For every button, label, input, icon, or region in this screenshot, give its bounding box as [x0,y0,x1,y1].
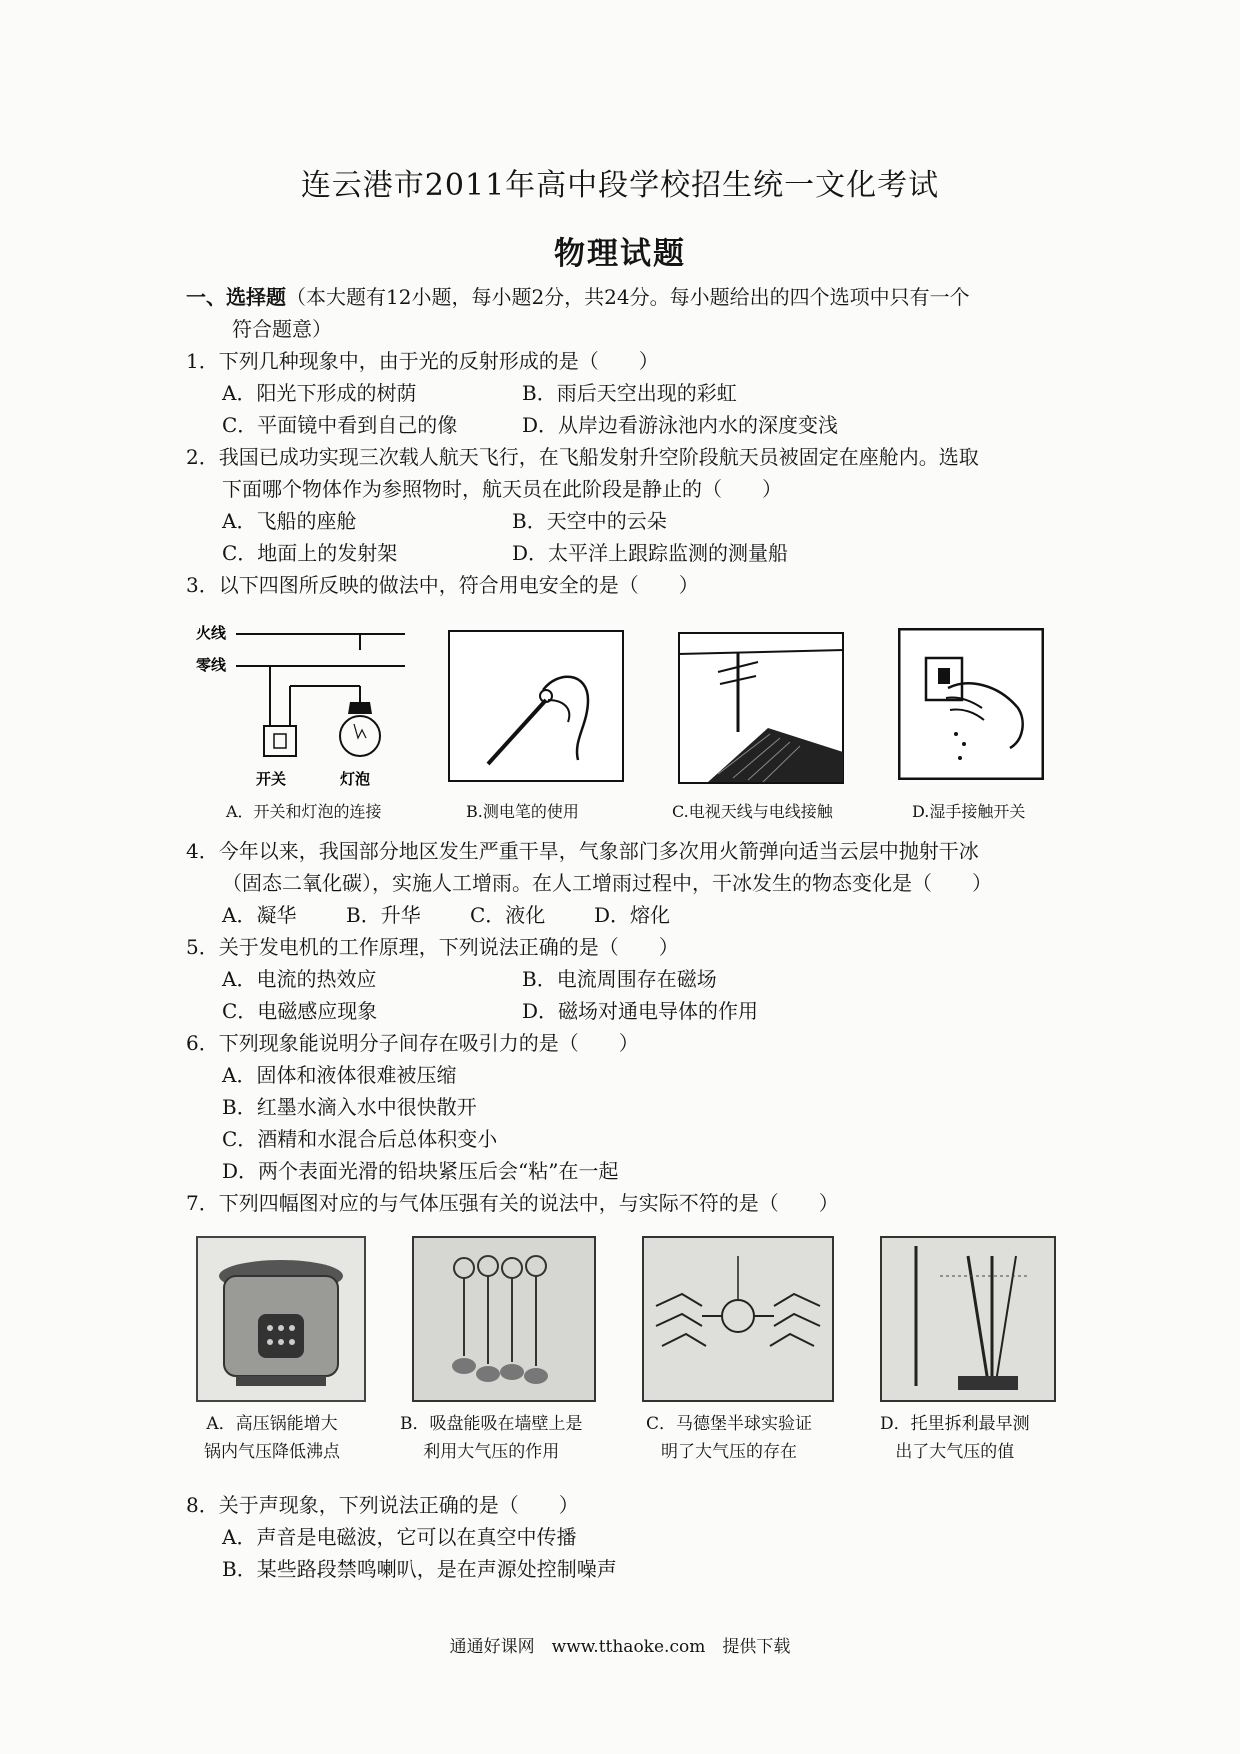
q4-option-d: D．熔化 [594,903,671,927]
bulb-socket-icon [348,702,372,714]
q5-option-d: D．磁场对通电导体的作用 [522,999,759,1023]
q7-figure-c-magdeburg [642,1236,834,1402]
live-wire-label: 火线 [196,624,227,642]
q3-figure-b-test-pen [448,630,624,782]
q6-option-a: A．固体和液体很难被压缩 [222,1063,457,1087]
q7-caption-b-line2: 利用大气压的作用 [423,1442,560,1462]
mercury-dish-icon [958,1376,1018,1390]
q7-caption-d [880,1410,1030,1466]
q2-option-c: C．地面上的发射架 [222,541,398,565]
q7-caption-c-line1: C．马德堡半球实验证 [646,1414,813,1434]
q8-option-a: A．声音是电磁波，它可以在真空中传播 [222,1525,577,1549]
section-label: 一、选择题 [186,285,286,309]
q7-caption-b-line1: B．吸盘能吸在墙壁上是 [400,1414,583,1434]
q3-stem: 3．以下四图所反映的做法中，符合用电安全的是（ ） [186,573,699,597]
q4-option-b: B．升华 [346,903,421,927]
q2-stem: 2．我国已成功实现三次载人航天飞行，在飞船发射升空阶段航天员被固定在座舱内。选取 [186,445,979,469]
q1-option-c: C．平面镜中看到自己的像 [222,413,458,437]
q8-option-b: B．某些路段禁鸣喇叭，是在声源处控制噪声 [222,1557,617,1581]
bulb-icon [340,716,380,756]
q3-figure-c-antenna [678,632,844,784]
bulb-label: 灯泡 [340,770,371,788]
q7-caption-d-line1: D．托里拆利最早测 [880,1414,1030,1434]
q4-option-c: C．液化 [470,903,546,927]
q6-option-c: C．酒精和水混合后总体积变小 [222,1127,498,1151]
q5-option-b: B．电流周围存在磁场 [522,967,717,991]
q1-option-b: B．雨后天空出现的彩虹 [522,381,737,405]
q2-option-d: D．太平洋上跟踪监测的测量船 [512,541,789,565]
q4-option-a: A．凝华 [222,903,297,927]
q6-stem: 6．下列现象能说明分子间存在吸引力的是（ ） [186,1031,639,1055]
q1-stem: 1．下列几种现象中，由于光的反射形成的是（ ） [186,349,659,373]
section-heading [186,282,970,312]
q7-caption-a-line1: A．高压锅能增大 [206,1414,338,1434]
q5-stem: 5．关于发电机的工作原理，下列说法正确的是（ ） [186,935,679,959]
q4-stem: 4．今年以来，我国部分地区发生严重干旱，气象部门多次用火箭弹向适当云层中抛射干冰 [186,839,979,863]
q5-option-c: C．电磁感应现象 [222,999,378,1023]
q7-stem: 7．下列四幅图对应的与气体压强有关的说法中，与实际不符的是（ ） [186,1191,839,1215]
q3-caption-c: C.电视天线与电线接触 [672,802,833,821]
q4-stem-cont: （固态二氧化碳），实施人工增雨。在人工增雨过程中，干冰发生的物态变化是（ ） [222,871,992,895]
q2-option-b: B．天空中的云朵 [512,509,667,533]
q1-option-a: A．阳光下形成的树荫 [222,381,417,405]
exam-title: 连云港市2011年高中段学校招生统一文化考试 [300,168,940,203]
q3-caption-d: D.湿手接触开关 [912,802,1026,821]
q3-caption-a: A．开关和灯泡的连接 [226,802,382,821]
q8-stem: 8．关于声现象，下列说法正确的是（ ） [186,1493,579,1517]
q7-caption-a [204,1410,340,1466]
switch-label: 开关 [256,770,287,788]
switch-icon [264,726,296,756]
q2-option-a: A．飞船的座舱 [222,509,357,533]
section-note: （本大题有12小题，每小题2分，共24分。每小题给出的四个选项中只有一个 [286,285,970,309]
page-footer: 通通好课网 www.tthaoke.com 提供下载 [449,1637,791,1657]
section-note-cont: 符合题意） [232,317,332,341]
q7-figure-a-pressure-cooker [196,1236,366,1402]
q7-caption-b [400,1410,583,1466]
q7-caption-a-line2: 锅内气压降低沸点 [204,1442,340,1462]
q7-figure-b-suction-cups [412,1236,596,1402]
q3-caption-b: B.测电笔的使用 [466,802,579,821]
q7-caption-d-line2: 出了大气压的值 [895,1442,1015,1462]
exam-subtitle: 物理试题 [554,236,686,272]
q7-caption-c-line2: 明了大气压的存在 [661,1442,797,1462]
q3-figure-a-circuit [190,620,420,790]
q3-figure-d-wet-hand [898,628,1044,780]
q6-option-d: D．两个表面光滑的铅块紧压后会“粘”在一起 [222,1159,619,1183]
q7-caption-c [646,1410,812,1466]
q7-figure-d-torricelli [880,1236,1056,1402]
neutral-wire-label: 零线 [196,656,227,674]
q6-option-b: B．红墨水滴入水中很快散开 [222,1095,477,1119]
q1-option-d: D．从岸边看游泳池内水的深度变浅 [522,413,839,437]
q5-option-a: A．电流的热效应 [222,967,377,991]
q2-stem-cont: 下面哪个物体作为参照物时，航天员在此阶段是静止的（ ） [222,477,782,501]
